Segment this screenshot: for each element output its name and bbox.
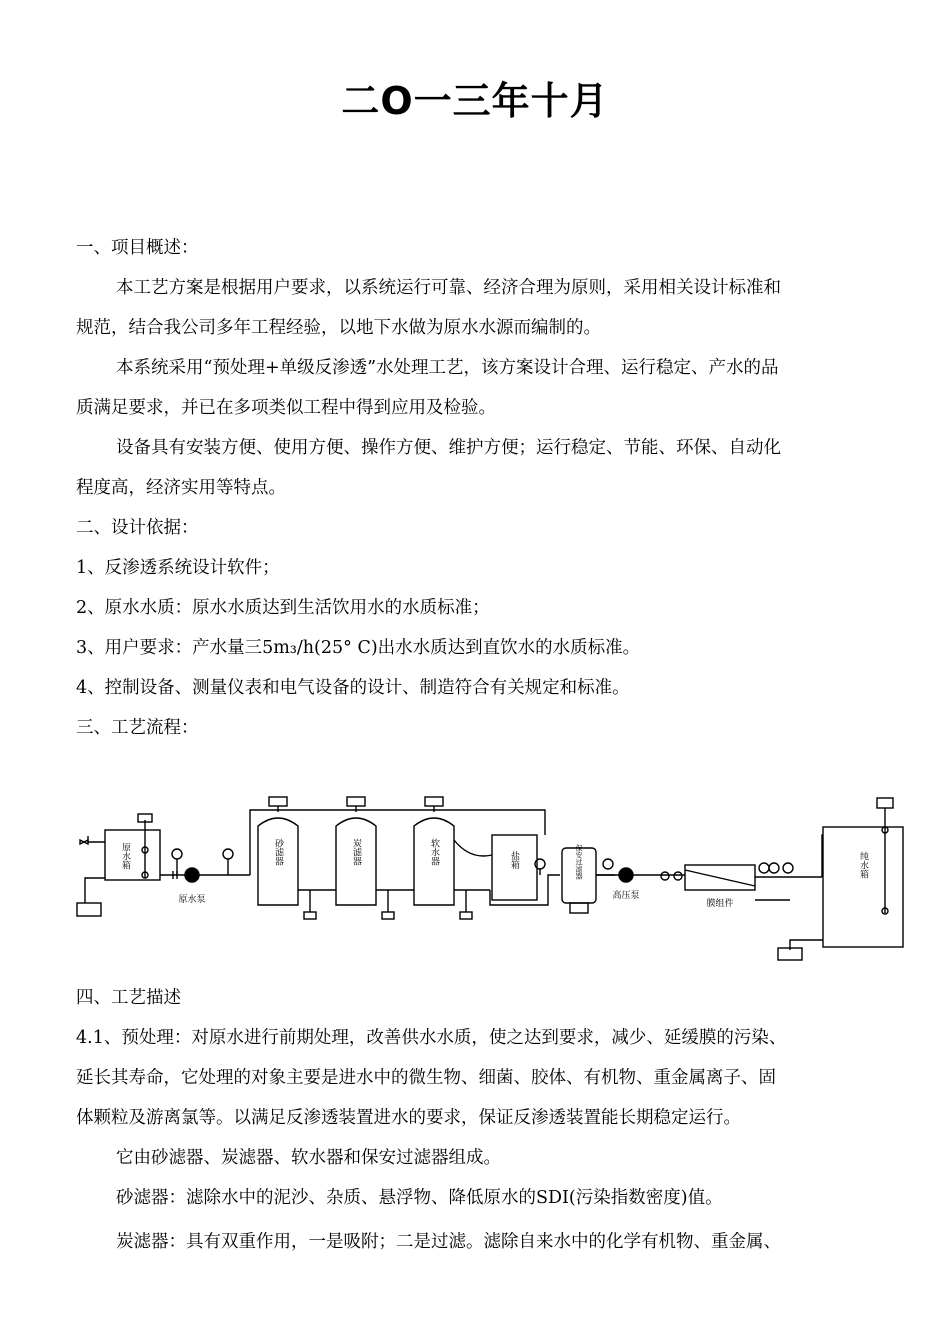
raw-tank-shape	[105, 830, 160, 880]
paragraph-line: 炭滤器：具有双重作用，一是吸附；二是过滤。滤除自来水中的化学有机物、重金属、	[116, 1232, 781, 1252]
softener-label: 软水器	[429, 838, 439, 866]
paragraph-line: 体颗粒及游离氯等。以满足反渗透装置进水的要求，保证反渗透装置能长期稳定运行。	[76, 1108, 741, 1128]
salt-tank-label: 盐箱	[509, 851, 519, 869]
raw-tank-label: 原水箱	[120, 842, 130, 870]
list-item: 3、用户要求：产水量三5m₃/h(25° C)出水水质达到直饮水的水质标准。	[76, 638, 641, 658]
sand-filter-label: 砂滤器	[273, 838, 283, 866]
pure-tank-shape	[823, 827, 903, 947]
paragraph-line: 砂滤器：滤除水中的泥沙、杂质、悬浮物、降低原水的SDI(污染指数密度)值。	[116, 1188, 723, 1208]
paragraph-line: 设备具有安装方便、使用方便、操作方便、维护方便；运行稳定、节能、环保、自动化	[116, 438, 781, 458]
page-title: 二O一三年十月	[341, 79, 609, 123]
list-item: 2、原水水质：原水水质达到生活饮用水的水质标准；	[76, 598, 490, 618]
hp-pump-label: 高压泵	[612, 891, 640, 901]
process-flow-diagram	[70, 790, 910, 970]
pure-tank-label: 纯水箱	[858, 851, 868, 879]
security-filter-label: 保安过滤器	[575, 844, 583, 880]
section-heading: 三、工艺流程：	[76, 718, 199, 738]
hp-pump-icon	[619, 868, 633, 882]
ro-module-label: 膜组件	[706, 899, 734, 909]
list-item: 1、反渗透系统设计软件；	[76, 558, 280, 578]
carbon-filter-label: 炭滤器	[351, 838, 361, 866]
paragraph-line: 规范，结合我公司多年工程经验，以地下水做为原水水源而编制的。	[76, 318, 601, 338]
raw-pump-label: 原水泵	[178, 895, 206, 905]
paragraph-line: 4.1、预处理：对原水进行前期处理，改善供水水质，使之达到要求，减少、延缓膜的污染、	[76, 1028, 787, 1048]
section-heading: 四、工艺描述	[76, 988, 181, 1008]
paragraph-line: 本工艺方案是根据用户要求，以系统运行可靠、经济合理为原则，采用相关设计标准和	[116, 278, 781, 298]
section-heading: 一、项目概述：	[76, 238, 199, 258]
raw-pump-icon	[185, 868, 199, 882]
paragraph-line: 程度高，经济实用等特点。	[76, 478, 286, 498]
paragraph-line: 它由砂滤器、炭滤器、软水器和保安过滤器组成。	[116, 1148, 501, 1168]
paragraph-line: 质满足要求，并已在多项类似工程中得到应用及检验。	[76, 398, 496, 418]
list-item: 4、控制设备、测量仪表和电气设备的设计、制造符合有关规定和标准。	[76, 678, 630, 698]
paragraph-line: 本系统采用“预处理+单级反渗透”水处理工艺，该方案设计合理、运行稳定、产水的品	[116, 358, 779, 378]
paragraph-line: 延长其寿命，它处理的对象主要是进水中的微生物、细菌、胶体、有机物、重金属离子、固	[76, 1068, 776, 1088]
section-heading: 二、设计依据：	[76, 518, 199, 538]
